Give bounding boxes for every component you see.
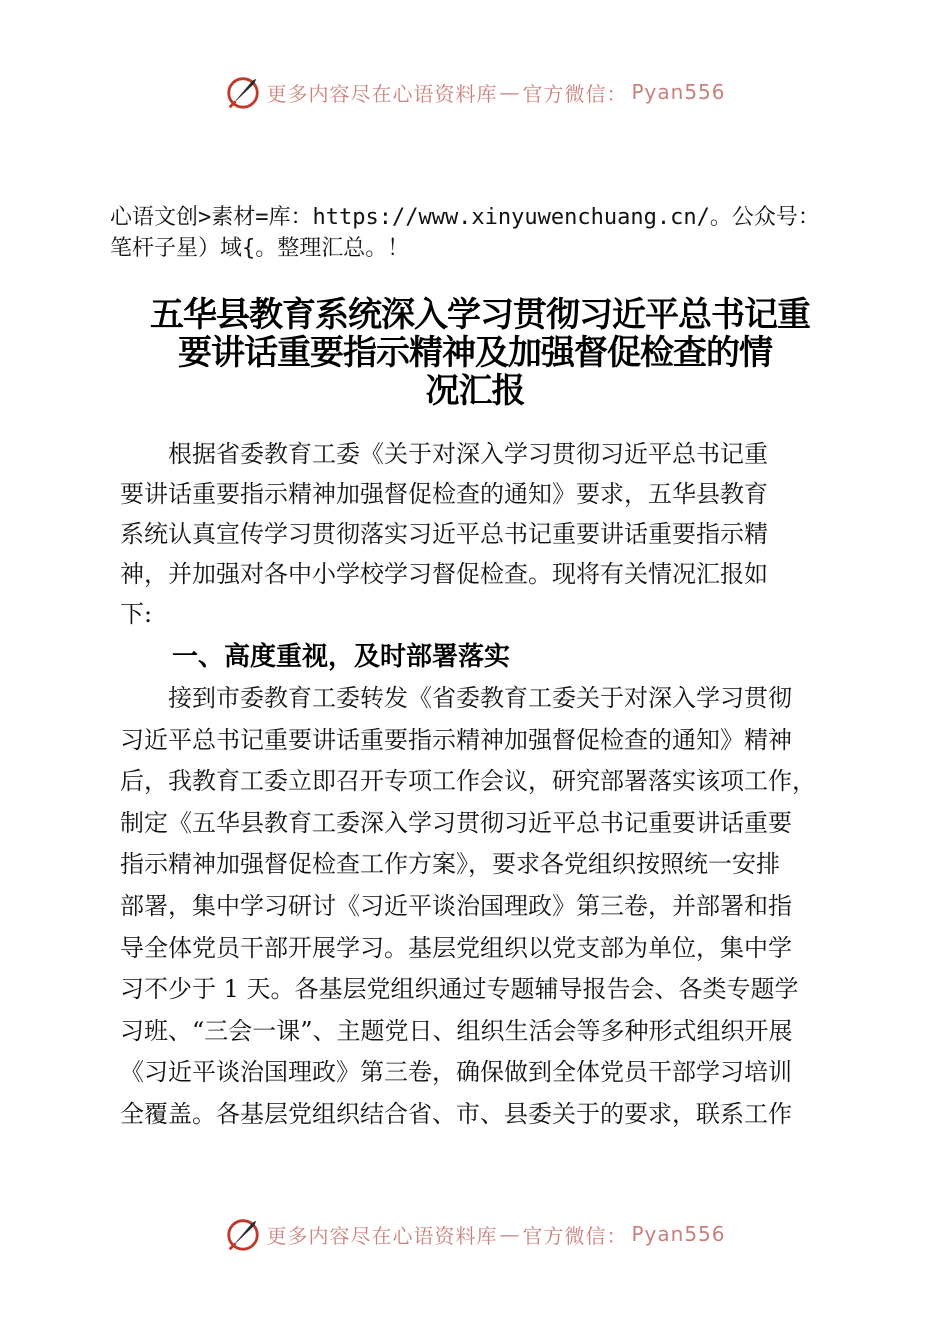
banner-wechat-label: 官方微信： xyxy=(522,81,628,106)
paragraph-line: 要讲话重要指示精神加强督促检查的通知》要求，五华县教育 xyxy=(120,480,768,508)
paragraph-line: 《习近平谈治国理政》第三卷，确保做到全体党员干部学习培训 xyxy=(120,1058,792,1087)
paragraph-line: 习班、“三会一课”、主题党日、组织生活会等多种形式组织开展 xyxy=(120,1016,793,1045)
paragraph-line: 系统认真宣传学习贯彻落实习近平总书记重要讲话重要指示精 xyxy=(120,520,768,548)
notice-line: 笔杆子星）域{。整理汇总。！ xyxy=(110,236,410,261)
notice-line: 心语文创>素材=库：https://www.xinyuwenchuang.cn/。公众号： xyxy=(110,205,820,230)
paragraph-line: 神，并加强对各中小学校学习督促检查。现将有关情况汇报如 xyxy=(120,560,768,588)
banner-dash: — xyxy=(499,80,521,104)
paragraph-line: 后，我教育工委立即召开专项工作会议，研究部署落实该项工作， xyxy=(120,767,816,796)
paragraph-line: 部署，集中学习研讨《习近平谈治国理政》第三卷，并部署和指 xyxy=(120,891,792,920)
paragraph-line: 指示精神加强督促检查工作方案》，要求各党组织按照统一安排 xyxy=(120,850,780,879)
banner-wechat-handle: Pyan556 xyxy=(631,80,726,104)
paragraph-line: 全覆盖。各基层党组织结合省、市、县委关于的要求，联系工作 xyxy=(120,1099,792,1128)
title-line: 况汇报 xyxy=(425,371,525,411)
paragraph-line: 习不少于 1 天。各基层党组织通过专题辅导报告会、各类专题学 xyxy=(120,975,799,1004)
section-paragraph xyxy=(120,678,835,1136)
banner-slogan: 更多内容尽在心语资料库 xyxy=(266,1223,498,1248)
quill-logo-icon xyxy=(224,73,262,111)
banner-dash: — xyxy=(499,1222,521,1246)
banner-text xyxy=(266,78,725,107)
paragraph-line: 根据省委教育工委《关于对深入学习贯彻习近平总书记重 xyxy=(120,440,768,468)
paragraph-line: 接到市委教育工委转发《省委教育工委关于对深入学习贯彻 xyxy=(120,684,792,712)
document-title xyxy=(150,295,810,411)
section-heading: 一、高度重视，及时部署落实 xyxy=(172,642,511,672)
paragraph-line: 习近平总书记重要讲话重要指示精神加强督促检查的通知》精神 xyxy=(120,725,792,754)
paragraph-line: 下: xyxy=(120,600,153,628)
banner-text xyxy=(266,1220,725,1249)
title-line: 五华县教育系统深入学习贯彻习近平总书记重 xyxy=(150,295,810,335)
intro-paragraph xyxy=(120,434,835,634)
title-line: 要讲话重要指示精神及加强督促检查的情 xyxy=(178,333,772,373)
banner-wechat-label: 官方微信： xyxy=(522,1223,628,1248)
banner-slogan: 更多内容尽在心语资料库 xyxy=(266,81,498,106)
paragraph-line: 制定《五华县教育工委深入学习贯彻习近平总书记重要讲话重要 xyxy=(120,808,792,837)
source-notice xyxy=(110,202,850,264)
paragraph-line: 导全体党员干部开展学习。基层党组织以党支部为单位，集中学 xyxy=(120,933,792,962)
banner-wechat-handle: Pyan556 xyxy=(631,1222,726,1246)
footer-banner xyxy=(0,1212,950,1256)
header-banner xyxy=(0,70,950,114)
quill-logo-icon xyxy=(224,1215,262,1253)
